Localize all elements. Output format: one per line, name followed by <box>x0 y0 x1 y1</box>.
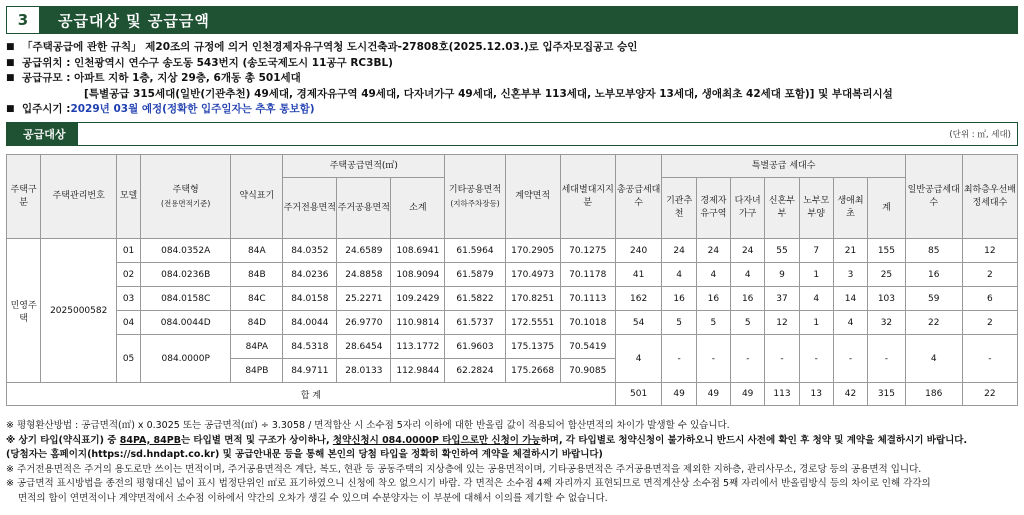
note-area-rounding-cont: 면적의 합이 연면적이나 계약면적에서 소수점 이하에서 약간의 오차가 생길 수 있으며 수분양자는 이 부분에 대해서 이의를 제기할 수 없습니다. <box>18 492 608 504</box>
table-row: 04 084.0044D 84D 84.0044 26.9770 110.9814 61.5737 172.5551 70.1018 54 5 5 5 12 1 4 32 22 2 <box>7 311 1018 335</box>
move-in-date: 2029년 03월 예정(정확한 입주일자는 추후 통보함) <box>70 103 315 115</box>
section-number: 3 <box>6 6 40 34</box>
square-bullet-icon: ■ <box>6 42 15 52</box>
col-area-group: 주택공급면적(㎡) <box>283 155 445 178</box>
note-area-rounding: ※ 공급면적 표시방법을 종전의 평형대신 넓이 표시 법정단위인 ㎡로 표기하였으니 신청에 착오 없으시기 바람. 각 면적은 소수점 4째 자리까지 표현되므로 면적계산상 소수점 5째 자리에서 반올림방식 등의 차이로 인해 각각의 <box>6 478 931 489</box>
management-no-cell: 2025000582 <box>41 239 117 383</box>
col-multi-child: 다자녀가구 <box>731 178 765 239</box>
supply-target-bar <box>6 122 1018 146</box>
col-total-units: 총공급세대수 <box>615 155 662 239</box>
col-priority-low-floor: 최하층우선배정세대수 <box>962 155 1017 239</box>
square-bullet-icon: ■ <box>6 104 15 114</box>
square-bullet-icon: ■ <box>6 73 15 83</box>
total-row: 합 계 501 49 49 49 113 13 42 315 186 22 <box>7 383 1018 406</box>
table-row: 84PB 84.9711 28.0133 112.9844 62.2824 175.2668 70.9085 <box>7 359 1018 383</box>
note-conversion: ※ 평형환산방법 : 공급면적(㎡) x 0.3025 또는 공급면적(㎡) ÷ 3.3058 / 면적합산 시 소수점 5자리 이하에 대한 반올림 값이 적용되어 합산면적의 차이가 발생할 수 있습니다. <box>6 420 730 431</box>
section-title: 공급대상 및 공급금액 <box>58 11 210 30</box>
total-label: 합 계 <box>7 383 616 406</box>
notes-block <box>6 419 1018 506</box>
note-area-definition: ※ 주거전용면적은 주거의 용도로만 쓰이는 면적이며, 주거공용면적은 계단, 복도, 현관 등 공동주택의 지상층에 있는 공용면적이며, 기타공용면적은 주거공용면적을 제외한 지하층, 관리사무소, 경로당 등의 공용면적 입니다. <box>6 463 922 475</box>
col-contract-area: 계약면적 <box>505 155 560 239</box>
info-scale: ■ 공급규모 : 아파트 지하 1층, 지상 29층, 6개동 총 501세대 <box>6 71 1018 87</box>
col-other-common: 기타공용면적 (지하주차장등) <box>445 155 505 239</box>
table-row: 05 084.0000P 84PA 84.5318 28.6454 113.1772 61.9603 175.1375 70.5419 4 - - - - - - - 4 - <box>7 335 1018 359</box>
info-special-breakdown: [특별공급 315세대(일반(기관추천) 49세대, 경제자유구역 49세대, 다자녀가구 49세대, 신혼부부 113세대, 노부모부양자 13세대, 생애최초 42세대 포함)] 및 부대복리시설 <box>84 87 893 100</box>
col-newlywed: 신혼부부 <box>765 178 799 239</box>
unit-label: (단위 : ㎡, 세대) <box>949 130 1011 140</box>
col-elderly-parent: 노부모부양 <box>799 178 833 239</box>
info-block <box>6 40 1018 118</box>
info-location: ■ 공급위치 : 인천광역시 연수구 송도동 543번지 (송도국제도시 11공구 RC3BL) <box>6 56 1018 72</box>
col-subtotal: 소계 <box>391 178 445 239</box>
col-special-group: 특별공급 세대수 <box>662 155 905 178</box>
table-row: 02 084.0236B 84B 84.0236 24.8858 108.9094 61.5879 170.4973 70.1178 41 4 4 4 9 1 3 25 16 2 <box>7 263 1018 287</box>
square-bullet-icon: ■ <box>6 57 15 68</box>
table-row: 민영주택 2025000582 01 084.0352A 84A 84.0352 24.6589 108.6941 61.5964 170.2905 70.1275 240 24 24 24 55 7 21 155 85 12 <box>7 239 1018 263</box>
col-general-units: 일반공급세대수 <box>905 155 962 239</box>
info-approval: ■ 「주택공급에 관한 규칙」 제20조의 규정에 의거 인천경제자유구역청 도시건축과-27808호(2025.12.03.)로 입주자모집공고 승인 <box>6 40 1018 56</box>
col-exclusive-area: 주거전용면적 <box>283 178 337 239</box>
section-header <box>6 6 1018 34</box>
col-model: 모델 <box>117 155 141 239</box>
col-special-sum: 계 <box>868 178 905 239</box>
col-house-category: 주택구분 <box>7 155 41 239</box>
note-homepage: (당첨자는 홈페이지(https://sd.hndapt.co.kr) 및 공급안내문 등을 통해 본인의 당첨 타입을 정확히 확인하여 계약을 체결하시기 바랍니다) <box>6 449 603 460</box>
table-row: 03 084.0158C 84C 84.0158 25.2271 109.2429 61.5822 170.8251 70.1113 162 16 16 16 37 4 14 103 59 6 <box>7 287 1018 311</box>
house-category-cell: 민영주택 <box>7 239 41 383</box>
col-first-time: 생애최초 <box>833 178 867 239</box>
supply-target-label: 공급대상 <box>7 123 78 145</box>
col-common-area: 주거공용면적 <box>337 178 391 239</box>
col-free-zone: 경제자유구역 <box>696 178 730 239</box>
col-land-share: 세대별대지지분 <box>560 155 615 239</box>
col-institution: 기관추천 <box>662 178 696 239</box>
col-management-no: 주택관리번호 <box>41 155 117 239</box>
info-move-in: ■ 입주시기 : 2029년 03월 예정(정확한 입주일자는 추후 통보함) <box>6 102 1018 118</box>
note-type-warning: ※ 상기 타입(약식표기) 중 84PA, 84PB는 타입별 면적 및 구조가 상이하나, 청약신청시 084.0000P 타입으로만 신청이 가능하며, 각 타입별로 청약신청이 불가하오니 반드시 사전에 확인 후 청약 및 계약을 체결하시기 바랍니다. <box>6 434 968 446</box>
col-short-label: 약식표기 <box>231 155 283 239</box>
supply-table <box>6 154 1018 406</box>
col-house-type: 주택형 (전용면적기준) <box>141 155 231 239</box>
